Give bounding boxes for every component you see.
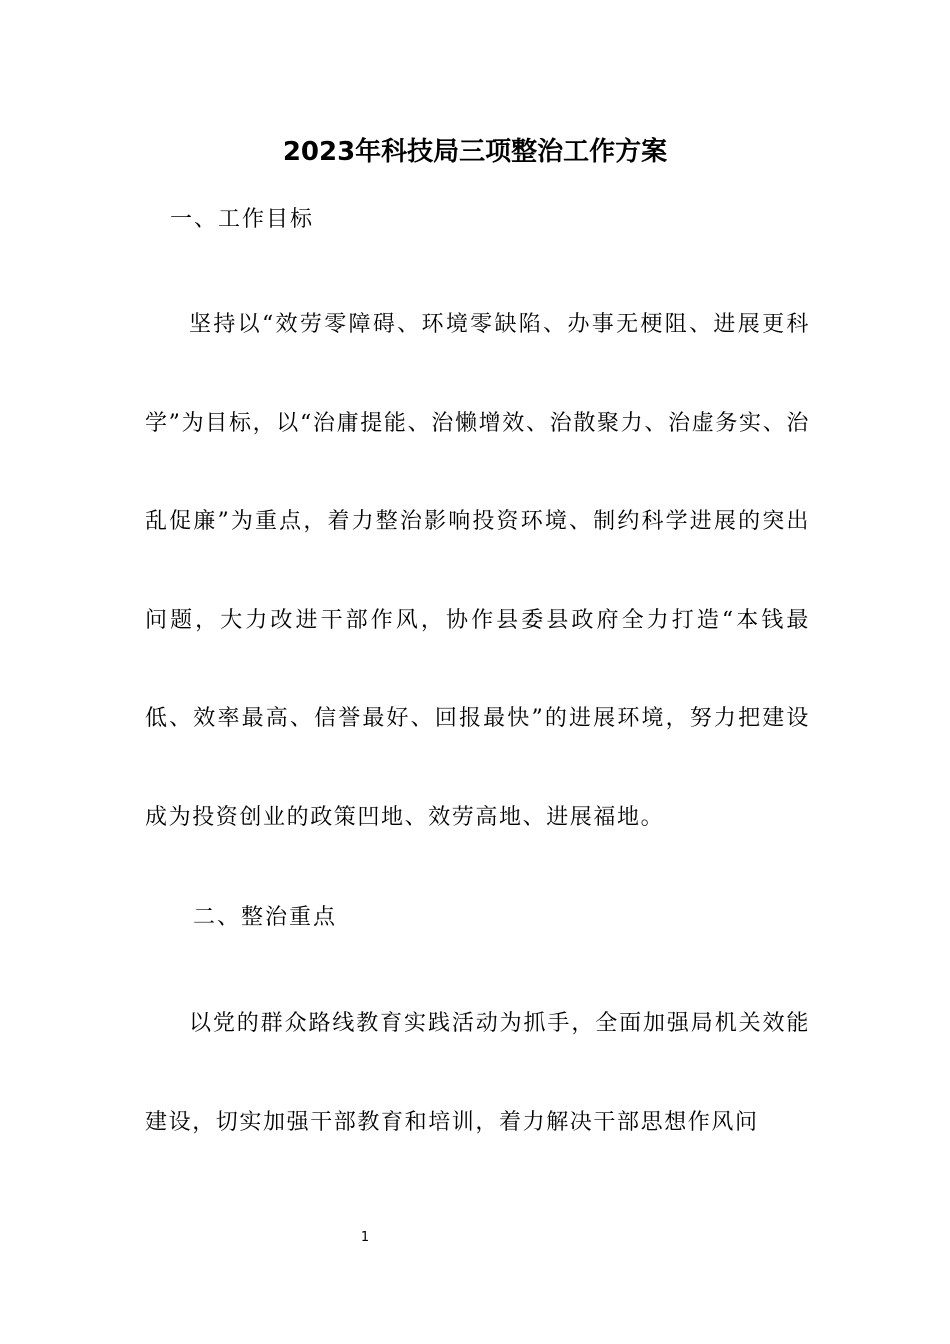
document-title: 2023年科技局三项整治工作方案 <box>282 137 668 167</box>
section-heading-goals: 一、工作目标 <box>170 207 315 232</box>
section-heading-focus: 二、整治重点 <box>193 905 338 930</box>
section-paragraph-focus: 以党的群众路线教育实践活动为抓手，全面加强局机关效能建设，切实加强干部教育和培训，着力解决干部思想作风问 <box>145 1011 810 1135</box>
page-number: 1 <box>360 1230 370 1245</box>
section-paragraph-goals: 坚持以“效劳零障碍、环境零缺陷、办事无梗阻、进展更科学”为目标，以“治庸提能、治懒增效、治散聚力、治虚务实、治乱促廉”为重点，着力整治影响投资环境、制约科学进展的突出问题，大力改进干部作风，协作县委县政府全力打造“本钱最低、效率最高、信誉最好、回报最快”的进展环境，努力把建设成为投资创业的政策凹地、效劳高地、进展福地。 <box>145 312 810 830</box>
